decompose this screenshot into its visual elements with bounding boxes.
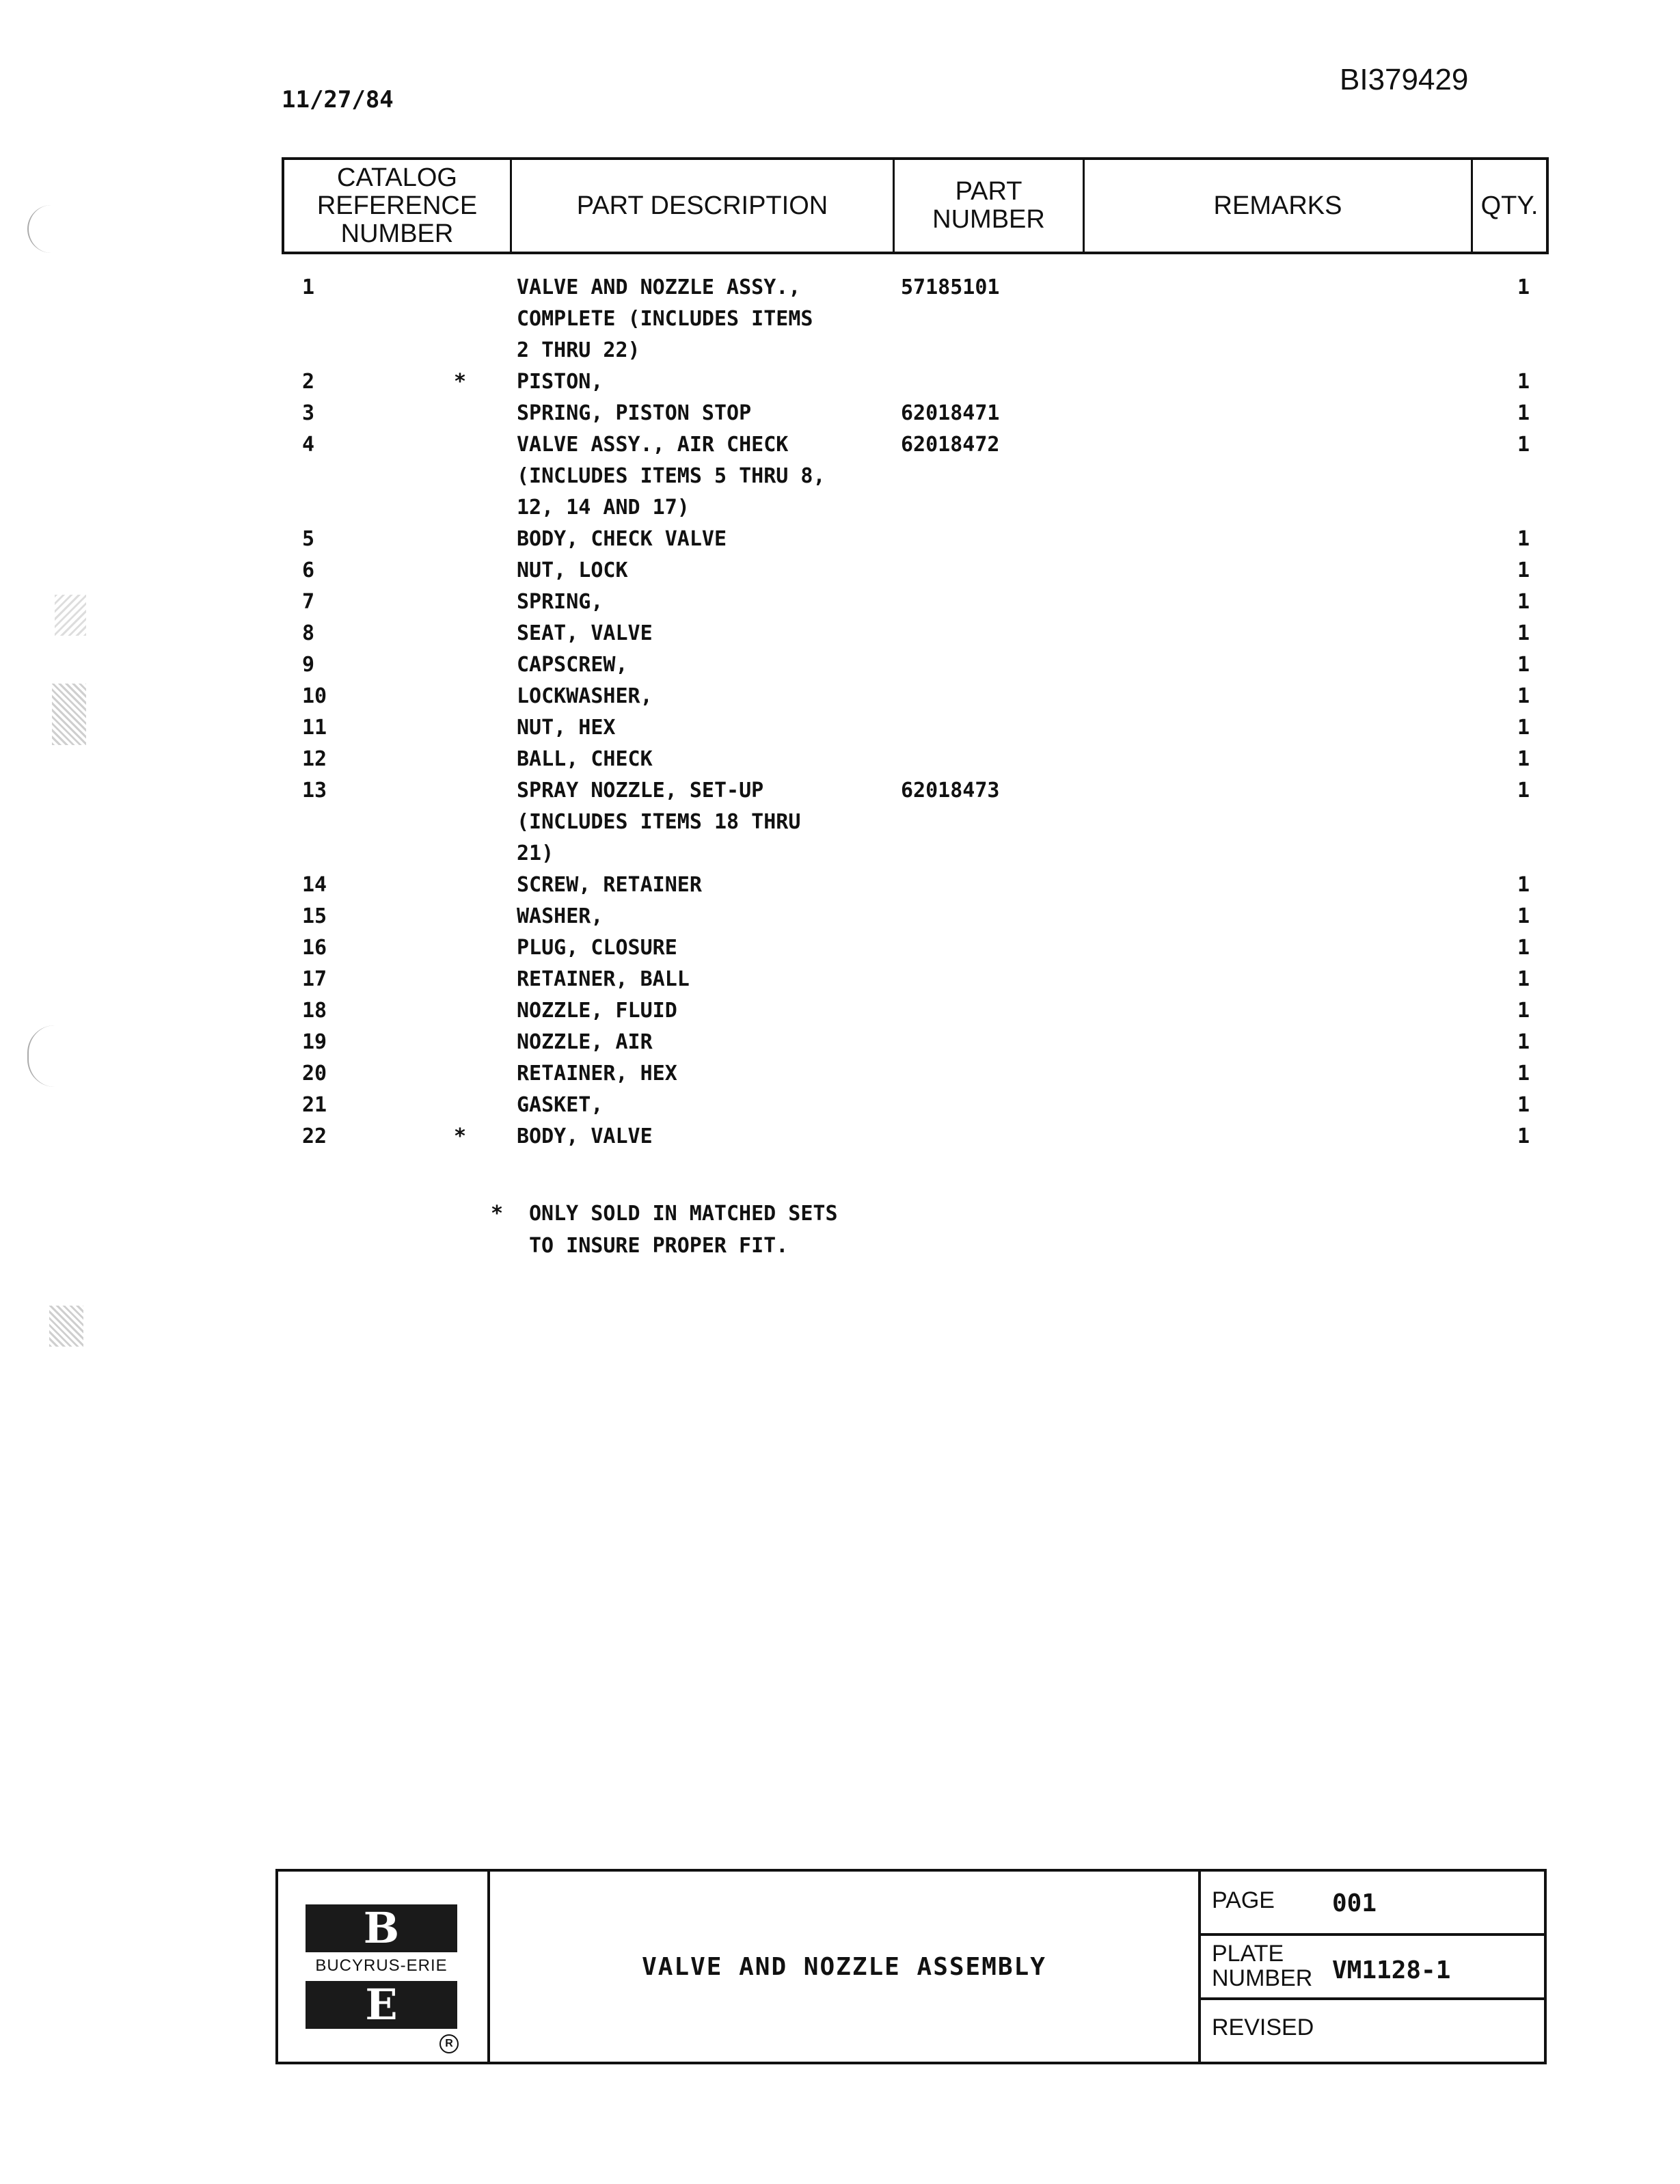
catalog-ref-number: 13	[302, 779, 327, 803]
quantity: 1	[1517, 1030, 1530, 1054]
table-row	[0, 335, 1680, 366]
column-header-part-description: PART DESCRIPTION	[512, 160, 895, 252]
plate-info	[1201, 1872, 1544, 2062]
logo-company-name: BUCYRUS-ERIE	[315, 1956, 448, 1975]
catalog-ref-number: 18	[302, 999, 327, 1023]
quantity: 1	[1517, 558, 1530, 582]
column-header-part-number	[895, 160, 1085, 252]
table-row	[0, 838, 1680, 869]
part-description: 2 THRU 22)	[517, 338, 640, 362]
table-row	[0, 964, 1680, 995]
catalog-ref-number: 9	[302, 653, 315, 677]
quantity: 1	[1517, 967, 1530, 991]
scan-artifact	[49, 1306, 83, 1347]
column-header-part-number-line: PART	[955, 177, 1022, 206]
document-id: BI379429	[1340, 63, 1469, 96]
table-row	[0, 398, 1680, 429]
page-row	[1201, 1872, 1544, 1936]
quantity: 1	[1517, 873, 1530, 897]
quantity: 1	[1517, 684, 1530, 708]
part-number: 62018471	[901, 401, 1000, 425]
part-description: RETAINER, HEX	[517, 1062, 677, 1086]
title-block	[275, 1869, 1547, 2064]
catalog-ref-number: 20	[302, 1062, 327, 1086]
parts-table-body	[0, 272, 1680, 1152]
catalog-ref-number: 2	[302, 370, 315, 394]
part-description: SCREW, RETAINER	[517, 873, 702, 897]
part-description: RETAINER, BALL	[517, 967, 690, 991]
scan-artifact	[55, 595, 86, 636]
quantity: 1	[1517, 275, 1530, 299]
table-row	[0, 366, 1680, 398]
part-description: SPRAY NOZZLE, SET-UP	[517, 779, 764, 803]
quantity: 1	[1517, 747, 1530, 771]
quantity: 1	[1517, 779, 1530, 803]
revised-label: REVISED	[1212, 2014, 1314, 2040]
column-header-catalog-line: CATALOG	[337, 163, 457, 192]
part-description: VALVE AND NOZZLE ASSY.,	[517, 275, 801, 299]
column-header-remarks: REMARKS	[1085, 160, 1473, 252]
part-description: 21)	[517, 841, 554, 865]
matched-set-asterisk: *	[454, 1124, 467, 1148]
note-line: TO INSURE PROPER FIT.	[529, 1234, 789, 1258]
part-description: WASHER,	[517, 904, 604, 928]
logo-letter-e: E	[306, 1981, 457, 2029]
quantity: 1	[1517, 527, 1530, 551]
quantity: 1	[1517, 904, 1530, 928]
table-row	[0, 869, 1680, 901]
part-description: LOCKWASHER,	[517, 684, 653, 708]
matched-sets-note	[491, 1198, 838, 1262]
quantity: 1	[1517, 1124, 1530, 1148]
part-description: NUT, HEX	[517, 716, 616, 740]
table-row	[0, 429, 1680, 461]
table-row	[0, 681, 1680, 712]
assembly-title: VALVE AND NOZZLE ASSEMBLY	[490, 1872, 1201, 2062]
part-description: (INCLUDES ITEMS 18 THRU	[517, 810, 801, 834]
part-description: BODY, VALVE	[517, 1124, 653, 1148]
quantity: 1	[1517, 1093, 1530, 1117]
part-description: SEAT, VALVE	[517, 621, 653, 645]
catalog-ref-number: 22	[302, 1124, 327, 1148]
page-label: PAGE	[1212, 1887, 1275, 1913]
part-number: 57185101	[901, 275, 1000, 299]
matched-set-asterisk: *	[454, 370, 467, 394]
table-row	[0, 524, 1680, 555]
catalog-ref-number: 6	[302, 558, 315, 582]
part-description: NUT, LOCK	[517, 558, 628, 582]
catalog-ref-number: 15	[302, 904, 327, 928]
scan-artifact	[27, 205, 56, 253]
table-row	[0, 1058, 1680, 1090]
document-date: 11/27/84	[282, 86, 394, 113]
part-description: 12, 14 AND 17)	[517, 496, 690, 520]
catalog-ref-number: 16	[302, 936, 327, 960]
quantity: 1	[1517, 401, 1530, 425]
quantity: 1	[1517, 621, 1530, 645]
table-row	[0, 461, 1680, 492]
table-row	[0, 807, 1680, 838]
part-description: BALL, CHECK	[517, 747, 653, 771]
plate-label-line: PLATE	[1212, 1941, 1284, 1967]
table-row	[0, 555, 1680, 587]
plate-number-label	[1212, 1941, 1312, 1991]
catalog-ref-number: 14	[302, 873, 327, 897]
column-header-part-number-line: NUMBER	[932, 205, 1045, 234]
plate-number-row	[1201, 1936, 1544, 2000]
quantity: 1	[1517, 936, 1530, 960]
quantity: 1	[1517, 433, 1530, 457]
catalog-ref-number: 8	[302, 621, 315, 645]
table-row	[0, 1090, 1680, 1121]
catalog-ref-number: 7	[302, 590, 315, 614]
part-description: VALVE ASSY., AIR CHECK	[517, 433, 789, 457]
plate-label-line: NUMBER	[1212, 1965, 1313, 1991]
part-description: BODY, CHECK VALVE	[517, 527, 727, 551]
catalog-ref-number: 12	[302, 747, 327, 771]
part-number: 62018473	[901, 779, 1000, 803]
table-row	[0, 618, 1680, 649]
table-row	[0, 901, 1680, 932]
part-description: PISTON,	[517, 370, 604, 394]
table-row	[0, 1027, 1680, 1058]
quantity: 1	[1517, 999, 1530, 1023]
table-row	[0, 744, 1680, 775]
bucyrus-erie-logo	[278, 1872, 490, 2062]
part-description: GASKET,	[517, 1093, 604, 1117]
table-row	[0, 995, 1680, 1027]
table-row	[0, 1121, 1680, 1152]
part-description: CAPSCREW,	[517, 653, 628, 677]
revised-row	[1201, 2000, 1544, 2062]
column-header-catalog-line: NUMBER	[340, 219, 454, 248]
catalog-ref-number: 17	[302, 967, 327, 991]
catalog-ref-number: 21	[302, 1093, 327, 1117]
quantity: 1	[1517, 590, 1530, 614]
catalog-ref-number: 19	[302, 1030, 327, 1054]
catalog-ref-number: 3	[302, 401, 315, 425]
part-description: SPRING,	[517, 590, 604, 614]
column-header-catalog-reference	[284, 160, 512, 252]
quantity: 1	[1517, 1062, 1530, 1086]
table-row	[0, 587, 1680, 618]
table-row	[0, 649, 1680, 681]
parts-table-header	[282, 157, 1549, 254]
page-number: 001	[1332, 1889, 1377, 1917]
part-description: NOZZLE, FLUID	[517, 999, 677, 1023]
note-line: ONLY SOLD IN MATCHED SETS	[529, 1202, 838, 1226]
registered-mark-icon: R	[439, 2034, 459, 2053]
part-number: 62018472	[901, 433, 1000, 457]
quantity: 1	[1517, 653, 1530, 677]
catalog-ref-number: 10	[302, 684, 327, 708]
part-description: SPRING, PISTON STOP	[517, 401, 752, 425]
catalog-ref-number: 4	[302, 433, 315, 457]
part-description: NOZZLE, AIR	[517, 1030, 653, 1054]
scan-artifact	[52, 684, 86, 745]
part-description: (INCLUDES ITEMS 5 THRU 8,	[517, 464, 826, 488]
part-description: PLUG, CLOSURE	[517, 936, 677, 960]
table-row	[0, 712, 1680, 744]
table-row	[0, 272, 1680, 304]
part-description: COMPLETE (INCLUDES ITEMS	[517, 307, 813, 331]
catalog-ref-number: 11	[302, 716, 327, 740]
logo-letter-b: B	[306, 1904, 457, 1952]
table-row	[0, 304, 1680, 335]
plate-number: VM1128-1	[1332, 1956, 1451, 1984]
note-asterisk: *	[491, 1202, 504, 1226]
table-row	[0, 775, 1680, 807]
table-row	[0, 492, 1680, 524]
catalog-ref-number: 1	[302, 275, 315, 299]
quantity: 1	[1517, 716, 1530, 740]
catalog-ref-number: 5	[302, 527, 315, 551]
table-row	[0, 932, 1680, 964]
column-header-qty: QTY.	[1480, 191, 1539, 220]
quantity: 1	[1517, 370, 1530, 394]
column-header-catalog-line: REFERENCE	[316, 191, 478, 220]
